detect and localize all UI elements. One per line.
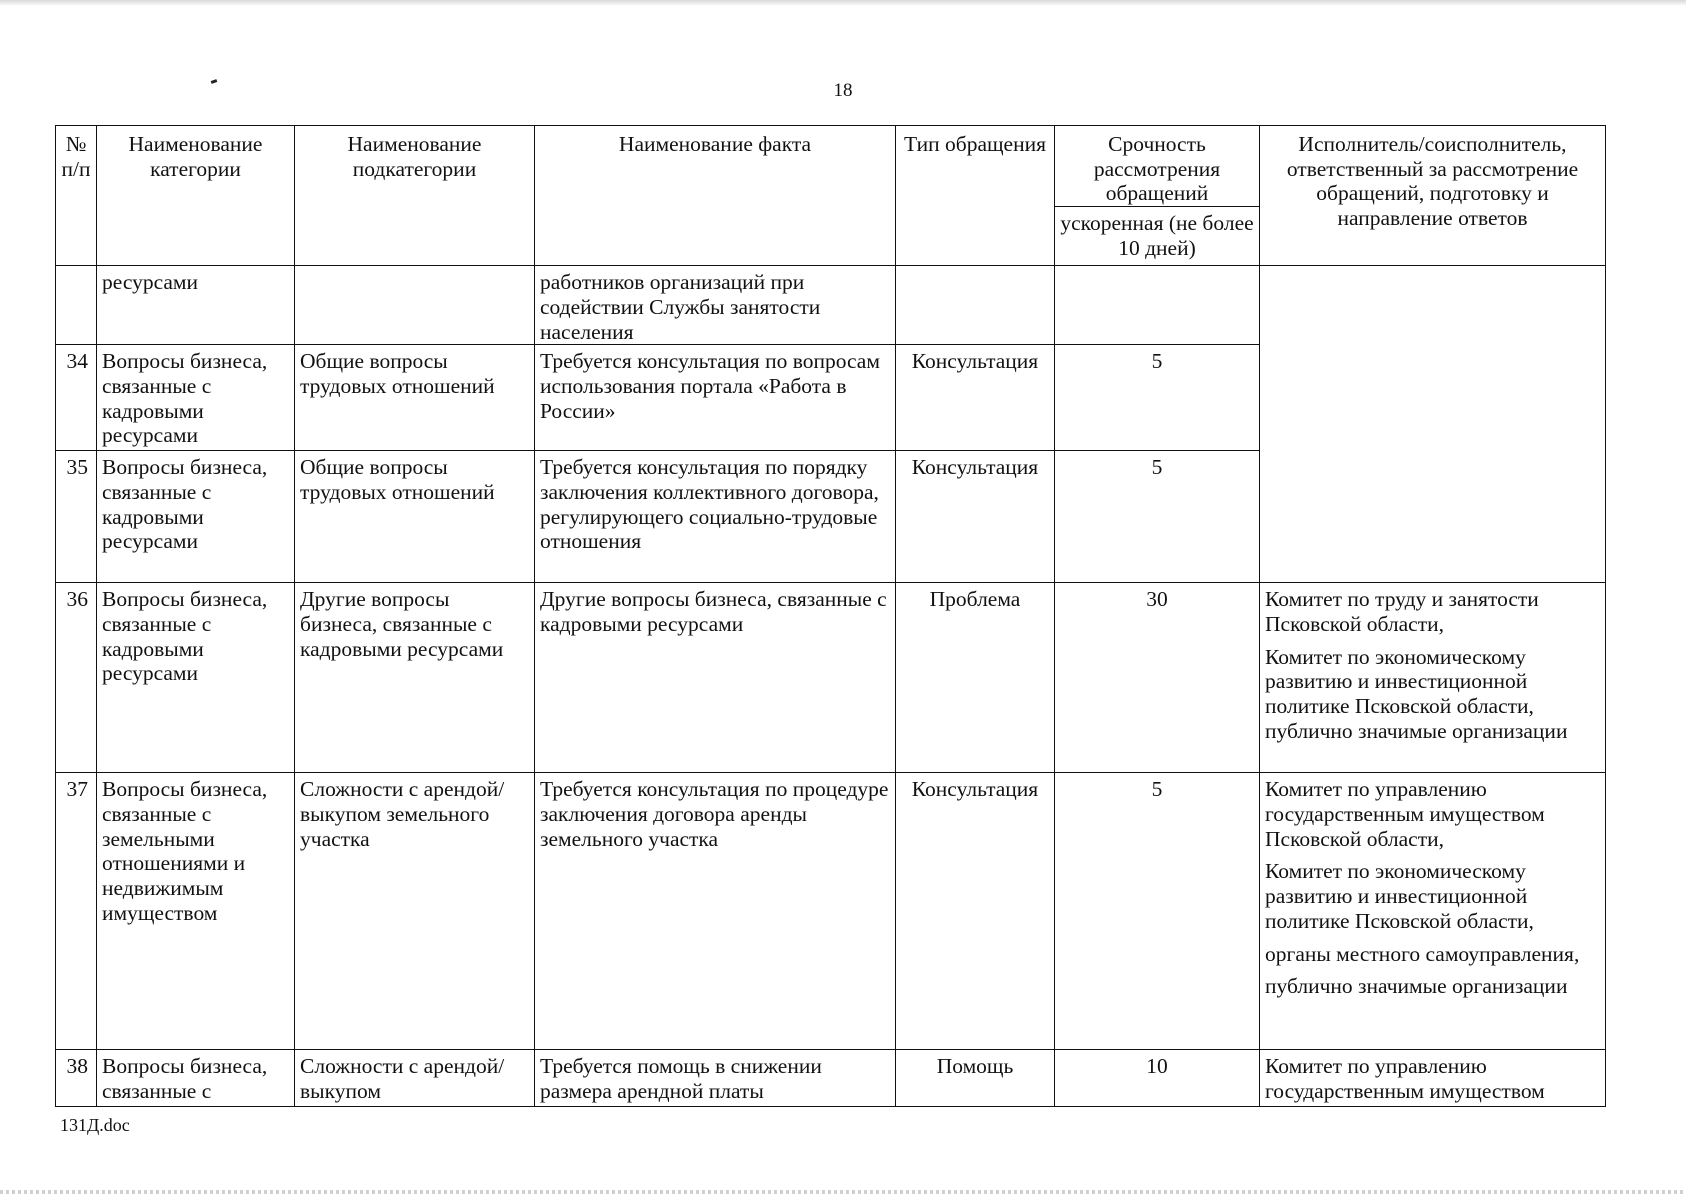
row-category: Вопросы бизнеса, связанные с кадровыми ресурсами <box>97 583 295 773</box>
row-urgency: 5 <box>1055 345 1260 451</box>
row-subcategory <box>295 266 535 345</box>
row-category: Вопросы бизнеса, связанные с земельными отношениями и недвижимым имуществом <box>97 773 295 1050</box>
header-urgency: Срочность рассмотрения обращений <box>1055 126 1260 207</box>
table-row <box>56 1050 1606 1107</box>
header-executor: Исполнитель/соисполнитель, ответственный за рассмотрение обращений, подготовку и направление ответов <box>1260 126 1606 266</box>
page-number: 18 <box>833 80 853 101</box>
header-subcategory: Наименование подкатегории <box>295 126 535 266</box>
row-num: 38 <box>56 1050 97 1107</box>
table-row <box>56 583 1606 773</box>
row-num <box>56 266 97 345</box>
executor-item: Комитет по управлению государственным имуществом <box>1265 1054 1545 1104</box>
executor-item: Комитет по управлению государственным имуществом Псковской области, <box>1265 777 1545 851</box>
row-num: 36 <box>56 583 97 773</box>
row-category: Вопросы бизнеса, связанные с <box>97 1050 295 1107</box>
row-subcategory: Общие вопросы трудовых отношений <box>295 345 535 451</box>
scan-edge-top <box>0 0 1686 6</box>
row-subcategory: Другие вопросы бизнеса, связанные с кадровыми ресурсами <box>295 583 535 773</box>
executor-item: Комитет по экономическому развитию и инвестиционной политике Псковской области, публично значимые организации <box>1265 644 1568 743</box>
header-type: Тип обращения <box>896 126 1055 266</box>
row-subcategory: Сложности с арендой/выкупом <box>295 1050 535 1107</box>
row-type: Консультация <box>896 773 1055 1050</box>
row-type: Консультация <box>896 345 1055 451</box>
row-urgency: 5 <box>1055 773 1260 1050</box>
row-type <box>896 266 1055 345</box>
executor-item: Комитет по труду и занятости Псковской области, <box>1265 587 1539 637</box>
executor-item: Комитет по экономическому развитию и инвестиционной политике Псковской области, <box>1265 859 1534 933</box>
document-table <box>55 125 1606 1107</box>
row-urgency: 5 <box>1055 451 1260 583</box>
row-executor-empty <box>1260 266 1606 583</box>
row-urgency: 10 <box>1055 1050 1260 1107</box>
row-subcategory: Общие вопросы трудовых отношений <box>295 451 535 583</box>
header-category: Наименование категории <box>97 126 295 266</box>
row-num: 37 <box>56 773 97 1050</box>
row-executor <box>1260 1050 1606 1107</box>
row-executor <box>1260 583 1606 773</box>
row-type: Проблема <box>896 583 1055 773</box>
header-num: № п/п <box>56 126 97 266</box>
scan-edge-bottom <box>0 1190 1686 1194</box>
row-fact: Другие вопросы бизнеса, связанные с кадровыми ресурсами <box>535 583 896 773</box>
row-category: Вопросы бизнеса, связанные с кадровыми ресурсами <box>97 451 295 583</box>
executor-item: органы местного самоуправления, <box>1265 941 1580 966</box>
table-header-row <box>56 126 1606 207</box>
row-fact: Требуется консультация по порядку заключения коллективного договора, регулирующего социально-трудовые отношения <box>535 451 896 583</box>
row-fact: Требуется помощь в снижении размера арендной платы <box>535 1050 896 1107</box>
row-urgency <box>1055 266 1260 345</box>
row-fact: Требуется консультация по процедуре заключения договора аренды земельного участка <box>535 773 896 1050</box>
table-row <box>56 266 1606 345</box>
row-type: Консультация <box>896 451 1055 583</box>
row-num: 35 <box>56 451 97 583</box>
header-fact: Наименование факта <box>535 126 896 266</box>
row-category: ресурсами <box>97 266 295 345</box>
row-fact: Требуется консультация по вопросам использования портала «Работа в России» <box>535 345 896 451</box>
footer-filename: 131Д.doc <box>60 1115 130 1135</box>
row-category: Вопросы бизнеса, связанные с кадровыми ресурсами <box>97 345 295 451</box>
row-executor <box>1260 773 1606 1050</box>
row-num: 34 <box>56 345 97 451</box>
row-fact: работников организаций при содействии Службы занятости населения <box>535 266 896 345</box>
row-urgency: 30 <box>1055 583 1260 773</box>
executor-item: публично значимые организации <box>1265 974 1568 999</box>
row-type: Помощь <box>896 1050 1055 1107</box>
header-urgency-sub: ускоренная (не более 10 дней) <box>1055 207 1260 266</box>
row-subcategory: Сложности с арендой/выкупом земельного участка <box>295 773 535 1050</box>
table-row <box>56 773 1606 1050</box>
